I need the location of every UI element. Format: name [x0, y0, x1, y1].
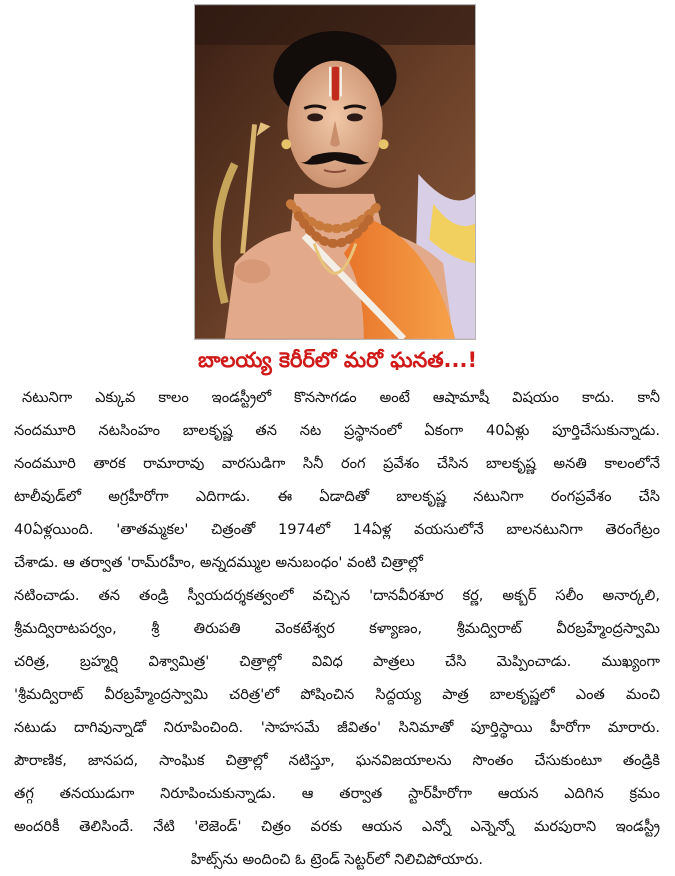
article-line: తగ్గ తనయుడుగా నిరూపించుకున్నాడు. ఆ తర్వాత స్టార్‌హీరోగా ఆయన ఎదిగిన క్రమం: [14, 785, 660, 802]
article-line: హిట్స్‌ను అందించి ఓ ట్రెండ్ సెట్టర్‌లో నిలిచిపోయారు.: [190, 851, 484, 868]
article-line: చరిత్ర, బ్రహ్మర్షి విశ్వామిత్ర' చిత్రాల్లో వివిధ పాత్రలు చేసి మెప్పించాడు. ముఖ్యంగా: [14, 653, 660, 670]
article-line: 'శ్రీమద్విరాట్ వీరబ్రహ్మేంద్రస్వామి చరిత్ర'లో పోషించిన సిద్దయ్య పాత్ర బాలకృష్ణలో ఎంత మంచి: [14, 686, 660, 703]
headline: బాలయ్య కెరీర్‌లో మరో ఘనత...!: [197, 348, 478, 372]
article-line: అందరికీ తెలిసిందే. నేటి 'లెజెండ్' చిత్రం వరకు ఆయన ఎన్నో ఎన్నెన్నో మరపురాని ఇండస్ట్రీ: [14, 818, 660, 835]
article-line: 40ఏళ్లయింది. 'తాతమ్మకల' చిత్రంతో 1974లో 14ఏళ్ల వయసులోనే బాలనటునిగా తెరంగేట్రం: [14, 521, 660, 538]
article-line: శ్రీమద్విరాటపర్వం, శ్రీ తిరుపతి వెంకటేశ్వర కళ్యాణం, శ్రీమద్విరాట్ వీరబ్రహ్మేంద్రస్వామి: [14, 620, 660, 637]
article-body: [14, 381, 660, 876]
article-line: నటించాడు. తన తండ్రి స్వీయదర్శకత్వంలో వచ్చిన 'దానవీరశూర కర్ణ, అక్బర్ సలీం అనార్కలి,: [14, 587, 660, 604]
article-line: పౌరాణిక, జానపద, సాంఘిక చిత్రాల్లో నటిస్తూ, ఘనవిజయాలను సొంతం చేసుకుంటూ తండ్రికి: [14, 752, 660, 769]
article-line: చేశాడు. ఆ తర్వాత 'రామ్‌రహీం, అన్నదమ్ముల అనుబంధం' వంటి చిత్రాల్లో: [14, 554, 423, 571]
article-line: నటునిగా ఎక్కువ కాలం ఇండస్ట్రీలో కొనసాగడం అంటే ఆషామాషీ విషయం కాదు. కానీ: [22, 389, 660, 406]
actor-portrait-image: [195, 5, 475, 339]
actor-photo: [194, 4, 476, 340]
article-line: నటుడు దాగివున్నాడో నిరూపించింది. 'సాహసమే జీవితం' సినిమాతో పూర్తిస్థాయి హీరోగా మారారు.: [14, 719, 660, 736]
article-line: టాలీవుడ్‌లో అగ్రహీరోగా ఎదిగాడు. ఈ ఏడాదితో బాలకృష్ణ నటునిగా రంగప్రవేశం చేసి: [14, 488, 660, 505]
article-line: నందమూరి నటసింహం బాలకృష్ణ తన నట ప్రస్థానంలో ఏకంగా 40ఏళ్లు పూర్తిచేసుకున్నాడు.: [14, 422, 660, 439]
article-line: నందమూరి తారక రామారావు వారసుడిగా సినీ రంగ ప్రవేశం చేసిన బాలకృష్ణ అనతి కాలంలోనే: [14, 455, 660, 472]
